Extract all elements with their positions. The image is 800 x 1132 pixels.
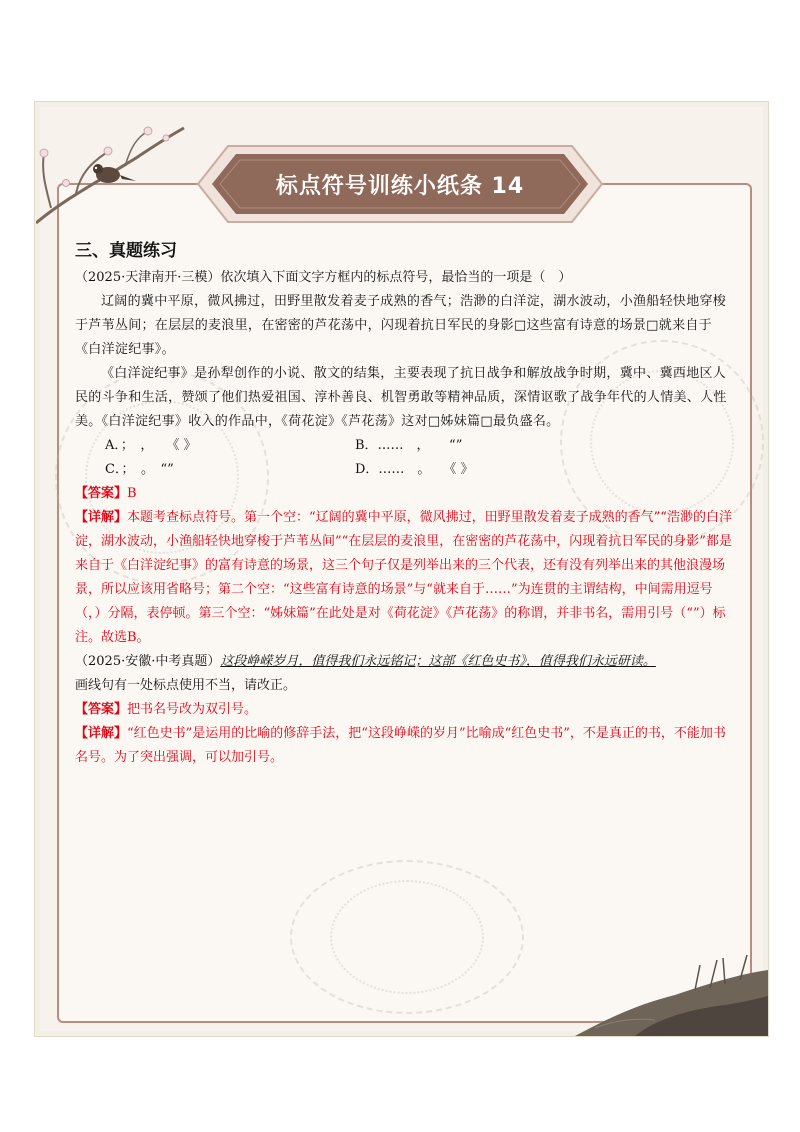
question-1-detail [75,506,735,650]
answer-label: 【答案】 [75,702,128,717]
answer-value: B [127,486,137,501]
detail-label: 【详解】 [75,726,128,741]
question-2-prompt: 画线句有一处标点使用不当，请改正。 [75,678,297,693]
main-content [75,238,735,770]
section-title: 三、真题练习 [75,241,177,261]
option-a: A．； ， 《 》 [105,438,197,453]
question-1-options [75,434,735,482]
question-2-header [75,650,735,674]
question-1-source: （2025·天津南开·三模） [75,270,221,285]
question-2-underlined-sentence: 这段峥嵘岁月，值得我们永远铭记；这部《红色史书》，值得我们永远研读。 [220,654,656,669]
question-1-passage-paragraph-2: 《白洋淀纪事》是孙犁创作的小说、散文的结集，主要表现了抗日战争和解放战争时期，冀中、冀西地区人民的斗争和生活，赞颂了他们热爱祖国、淳朴善良、机智勇敢等精神品质，深情讴歌了战争年代的人情美、人性美。《白洋淀纪事》收入的作品中，《荷花淀》《芦花荡》这对□姊妹篇□最负盛名。 [75,366,727,429]
rock-grass-decoration [575,950,768,1036]
detail-text: “红色史书”是运用的比喻的修辞手法，把“这段峥嵘的岁月”比喻成“红色史书”，不是真正的书，不能加书名号。为了突出强调，可以加引号。 [75,726,726,765]
answer-value: 把书名号改为双引号。 [127,702,258,717]
question-2-answer [75,698,735,722]
detail-label: 【详解】 [75,510,128,525]
question-2-detail [75,722,735,770]
lace-pattern-bottom-inner [330,880,484,994]
question-2-source: （2025·安徽·中考真题） [75,654,221,669]
answer-label: 【答案】 [75,486,128,501]
question-1-header [75,266,735,290]
question-1-passage-paragraph-1: 辽阔的冀中平原，微风拂过，田野里散发着麦子成熟的香气；浩渺的白洋淀，湖水波动，小渔船轻快地穿梭于芦苇丛间；在层层的麦浪里，在密密的芦花荡中，闪现着抗日军民的身影□这些富有诗意的场景□就来自于《白洋淀纪事》。 [75,294,727,357]
question-1-prompt: 依次填入下面文字方框内的标点符号，最恰当的一项是（ ） [220,270,572,285]
plum-branch-bird-decoration [36,103,186,253]
option-d: D．…… 。 《 》 [355,462,474,477]
page-title: 标点符号训练小纸条 14 [275,173,525,199]
question-1-answer [75,482,735,506]
option-b: B．…… ， “” [355,438,463,453]
detail-text: 本题考查标点符号。第一个空：“辽阔的冀中平原，微风拂过，田野里散发着麦子成熟的香气”“浩渺的白洋淀，湖水波动，小渔船轻快地穿梭于芦苇丛间”“在层层的麦浪里，在密密的芦花荡中，闪现着抗日军民的身影”都是来自于《白洋淀纪事》的富有诗意的场景，这三个句子仅是列举出来的三个代表，还有没有列举出来的其他浪漫场景，所以应该用省略号；第二个空：“这些富有诗意的场景”与“就来自于……”为连贯的主谓结构，中间需用逗号（，）分隔，表停顿。第三个空：“姊妹篇”在此处是对《荷花淀》《芦花荡》的称谓，并非书名，需用引号（“”）标注。故选B。 [75,510,732,645]
option-c: C．； 。 “” [105,462,174,477]
